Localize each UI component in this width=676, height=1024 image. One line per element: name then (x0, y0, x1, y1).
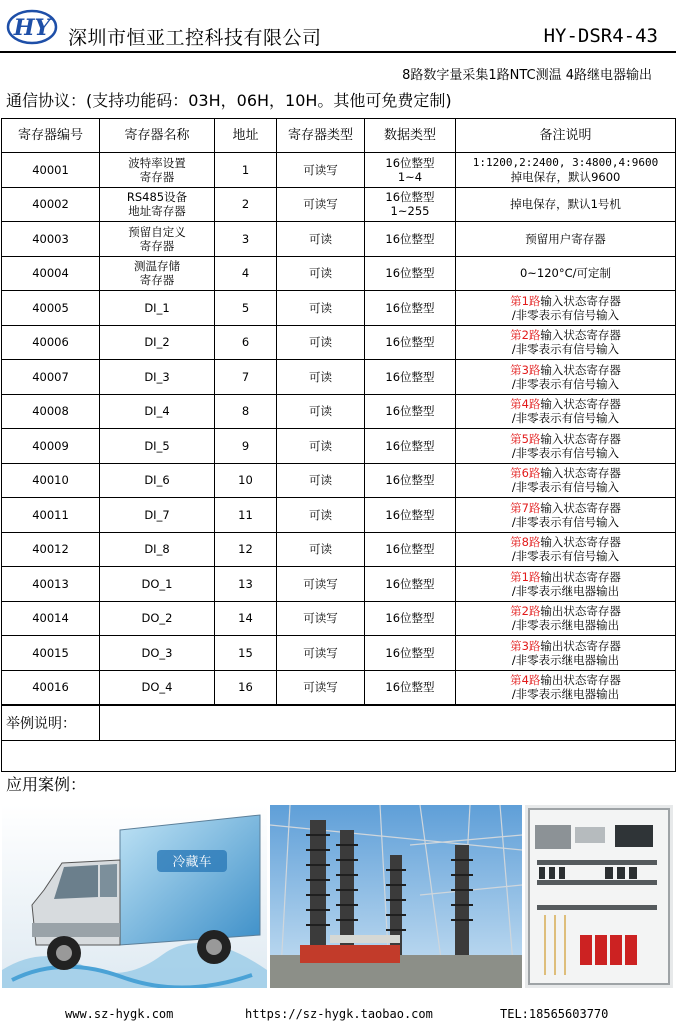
reg-type-text: 可读 (309, 542, 332, 557)
cell-address (215, 636, 277, 671)
cell-reg-number (2, 153, 100, 188)
cell-address (215, 153, 277, 188)
data-type-line-1: 16位整型 (385, 155, 435, 170)
reg-type-text: 可读写 (303, 162, 338, 177)
register-table (1, 118, 676, 705)
reg-name-line-1: DI_3 (144, 369, 170, 384)
cell-reg-type (277, 222, 365, 257)
note-line-2: /非零表示有信号输入 (511, 549, 620, 564)
header-reg-number: 寄存器编号 (2, 119, 100, 153)
note-channel-red: 第4路 (510, 397, 541, 412)
table-row (2, 498, 676, 533)
reg-number-text: 40011 (32, 507, 69, 522)
cell-notes (456, 291, 676, 326)
note-line-1: 0~120°C/可定制 (519, 266, 612, 281)
header-reg-name: 寄存器名称 (100, 119, 215, 153)
cell-notes (456, 187, 676, 222)
note-channel-red: 第1路 (510, 569, 541, 584)
cell-reg-number (2, 429, 100, 464)
note-line-1: 1:1200,2:2400, 3:4800,4:9600 (472, 155, 659, 169)
data-type-line-1: 16位整型 (385, 300, 435, 315)
cell-reg-type (277, 187, 365, 222)
reg-name-line-1: DI_4 (144, 404, 170, 419)
reg-name-line-1: RS485设备 (126, 190, 188, 205)
note-line-1: 输出状态寄存器 (540, 604, 621, 619)
reg-name-line-1: 测温存储 (134, 259, 180, 274)
reg-type-text: 可读写 (303, 680, 338, 695)
data-type-line-1: 16位整型 (385, 231, 435, 246)
reg-name-line-2: 寄存器 (139, 238, 175, 253)
cell-notes (456, 153, 676, 188)
note-line-2: /非零表示有信号输入 (511, 480, 620, 495)
header-reg-type: 寄存器类型 (277, 119, 365, 153)
note-line-1: 输入状态寄存器 (540, 362, 621, 377)
cell-reg-number (2, 670, 100, 705)
reg-number-text: 40014 (32, 611, 69, 626)
cell-data-type (365, 187, 456, 222)
reg-type-text: 可读 (309, 473, 332, 488)
reg-type-text: 可读写 (303, 197, 338, 212)
cell-address (215, 394, 277, 429)
document-header (0, 0, 676, 52)
note-line-1: 输入状态寄存器 (540, 500, 621, 515)
table-row (2, 429, 676, 464)
data-type-line-1: 16位整型 (385, 645, 435, 660)
cell-address (215, 291, 277, 326)
reg-number-text: 40006 (32, 335, 69, 350)
table-row (2, 222, 676, 257)
note-line-2: /非零表示有信号输入 (511, 445, 620, 460)
note-channel-red: 第3路 (510, 362, 541, 377)
cell-reg-type (277, 256, 365, 291)
header-divider (0, 51, 676, 53)
table-row (2, 153, 676, 188)
reg-number-text: 40010 (32, 473, 69, 488)
address-text: 7 (241, 369, 250, 384)
address-text: 14 (238, 611, 253, 626)
data-type-line-1: 16位整型 (385, 473, 435, 488)
cell-notes (456, 567, 676, 602)
reg-name-line-1: 波特率设置 (128, 155, 186, 170)
address-text: 9 (241, 438, 250, 453)
cell-notes (456, 360, 676, 395)
footer-website[interactable]: www.sz-hygk.com (65, 1007, 174, 1021)
reg-number-text: 40001 (32, 162, 69, 177)
note-line-2: /非零表示有信号输入 (511, 514, 620, 529)
table-row (2, 636, 676, 671)
cell-address (215, 325, 277, 360)
cell-notes (456, 222, 676, 257)
cell-notes (456, 256, 676, 291)
header-address: 地址 (215, 119, 277, 153)
cell-reg-number (2, 291, 100, 326)
reg-type-text: 可读写 (303, 611, 338, 626)
cell-reg-number (2, 394, 100, 429)
reg-number-text: 40015 (32, 645, 69, 660)
address-text: 11 (238, 507, 253, 522)
cell-address (215, 670, 277, 705)
data-type-line-1: 16位整型 (385, 369, 435, 384)
table-row (2, 291, 676, 326)
cell-reg-name (100, 325, 215, 360)
example-section (1, 705, 676, 772)
footer-taobao-shop[interactable]: https://sz-hygk.taobao.com (245, 1007, 433, 1021)
note-channel-red: 第1路 (510, 293, 541, 308)
note-line-1: 输出状态寄存器 (540, 673, 621, 688)
truck-sign-text: 冷藏车 (172, 855, 212, 870)
reg-number-text: 40005 (32, 300, 69, 315)
cell-reg-type (277, 498, 365, 533)
cell-reg-name (100, 532, 215, 567)
cell-reg-name (100, 463, 215, 498)
reg-name-line-1: 预留自定义 (128, 224, 186, 239)
protocol-description: 通信协议：(支持功能码：03H，06H，10H。其他可免费定制) (6, 91, 452, 110)
table-row (2, 187, 676, 222)
cell-reg-type (277, 532, 365, 567)
cell-reg-name (100, 360, 215, 395)
data-type-line-1: 16位整型 (385, 335, 435, 350)
company-name: 深圳市恒亚工控科技有限公司 (68, 27, 322, 49)
reg-number-text: 40013 (32, 576, 69, 591)
cell-data-type (365, 153, 456, 188)
reg-type-text: 可读写 (303, 576, 338, 591)
cell-address (215, 429, 277, 464)
note-line-1: 输入状态寄存器 (540, 466, 621, 481)
reg-number-text: 40009 (32, 438, 69, 453)
cell-reg-type (277, 601, 365, 636)
cell-reg-name (100, 567, 215, 602)
reg-name-line-2: 寄存器 (139, 169, 175, 184)
cell-reg-type (277, 636, 365, 671)
table-row (2, 670, 676, 705)
cell-reg-type (277, 670, 365, 705)
reg-name-line-1: DO_2 (141, 611, 173, 626)
cell-reg-number (2, 636, 100, 671)
note-channel-red: 第8路 (510, 535, 541, 550)
note-line-2: /非零表示有信号输入 (511, 411, 620, 426)
data-type-line-1: 16位整型 (385, 404, 435, 419)
cell-notes (456, 463, 676, 498)
address-text: 15 (238, 645, 253, 660)
cell-data-type (365, 567, 456, 602)
cell-reg-type (277, 325, 365, 360)
cell-notes (456, 498, 676, 533)
data-type-line-2: 1~4 (397, 169, 423, 184)
cell-reg-name (100, 222, 215, 257)
note-line-2: /非零表示有信号输入 (511, 307, 620, 322)
cell-reg-name (100, 498, 215, 533)
note-line-1: 预留用户寄存器 (525, 231, 606, 246)
cell-address (215, 498, 277, 533)
data-type-line-1: 16位整型 (385, 611, 435, 626)
cell-notes (456, 532, 676, 567)
example-label: 举例说明： (2, 706, 100, 741)
header-data-type: 数据类型 (365, 119, 456, 153)
address-text: 2 (241, 197, 250, 212)
cell-reg-name (100, 291, 215, 326)
substation-photo (270, 805, 522, 988)
cell-reg-number (2, 187, 100, 222)
cell-data-type (365, 325, 456, 360)
data-type-line-1: 16位整型 (385, 680, 435, 695)
cell-data-type (365, 532, 456, 567)
cell-reg-name (100, 394, 215, 429)
cell-reg-type (277, 153, 365, 188)
header-notes: 备注说明 (456, 119, 676, 153)
cell-address (215, 532, 277, 567)
cell-reg-name (100, 670, 215, 705)
note-line-1: 输入状态寄存器 (540, 293, 621, 308)
note-channel-red: 第2路 (510, 328, 541, 343)
note-line-2: 掉电保存，默认9600 (510, 169, 621, 184)
refrigerated-truck-photo (2, 805, 267, 988)
cell-reg-number (2, 222, 100, 257)
reg-type-text: 可读 (309, 231, 332, 246)
note-line-2: /非零表示继电器输出 (511, 583, 620, 598)
address-text: 1 (241, 162, 250, 177)
model-number: HY-DSR4-43 (543, 25, 658, 47)
table-row (2, 256, 676, 291)
cell-notes (456, 429, 676, 464)
reg-type-text: 可读 (309, 404, 332, 419)
cell-data-type (365, 636, 456, 671)
note-line-1: 输出状态寄存器 (540, 569, 621, 584)
cell-reg-type (277, 429, 365, 464)
note-line-1: 掉电保存，默认1号机 (510, 197, 621, 212)
reg-type-text: 可读 (309, 335, 332, 350)
address-text: 6 (241, 335, 250, 350)
note-line-1: 输入状态寄存器 (540, 397, 621, 412)
cell-reg-name (100, 429, 215, 464)
note-line-2: /非零表示继电器输出 (511, 687, 620, 702)
data-type-line-1: 16位整型 (385, 507, 435, 522)
reg-number-text: 40008 (32, 404, 69, 419)
cell-reg-type (277, 567, 365, 602)
cell-reg-type (277, 463, 365, 498)
cell-reg-number (2, 601, 100, 636)
cell-reg-number (2, 498, 100, 533)
note-channel-red: 第5路 (510, 431, 541, 446)
address-text: 16 (238, 680, 253, 695)
data-type-line-1: 16位整型 (385, 438, 435, 453)
table-row (2, 601, 676, 636)
cell-reg-type (277, 394, 365, 429)
note-line-1: 输入状态寄存器 (540, 431, 621, 446)
address-text: 4 (241, 266, 250, 281)
cell-data-type (365, 256, 456, 291)
cell-address (215, 222, 277, 257)
reg-type-text: 可读 (309, 300, 332, 315)
control-cabinet-photo (525, 805, 673, 988)
note-channel-red: 第6路 (510, 466, 541, 481)
data-type-line-1: 16位整型 (385, 190, 435, 205)
cell-data-type (365, 463, 456, 498)
note-line-2: /非零表示继电器输出 (511, 618, 620, 633)
note-line-2: /非零表示有信号输入 (511, 342, 620, 357)
cell-address (215, 463, 277, 498)
reg-type-text: 可读写 (303, 645, 338, 660)
cell-address (215, 567, 277, 602)
cell-reg-name (100, 187, 215, 222)
cell-reg-number (2, 463, 100, 498)
note-channel-red: 第7路 (510, 500, 541, 515)
data-type-line-1: 16位整型 (385, 542, 435, 557)
note-line-1: 输入状态寄存器 (540, 535, 621, 550)
address-text: 5 (241, 300, 250, 315)
reg-type-text: 可读 (309, 438, 332, 453)
cell-notes (456, 325, 676, 360)
address-text: 3 (241, 231, 250, 246)
reg-name-line-1: DI_2 (144, 335, 170, 350)
cell-reg-number (2, 325, 100, 360)
cell-data-type (365, 360, 456, 395)
reg-number-text: 40003 (32, 231, 69, 246)
reg-name-line-2: 寄存器 (139, 273, 175, 288)
note-channel-red: 第4路 (510, 673, 541, 688)
reg-number-text: 40012 (32, 542, 69, 557)
data-type-line-1: 16位整型 (385, 576, 435, 591)
data-type-line-1: 16位整型 (385, 266, 435, 281)
logo-text: HY (13, 15, 51, 41)
example-content (100, 706, 676, 741)
cell-reg-type (277, 291, 365, 326)
reg-type-text: 可读 (309, 369, 332, 384)
reg-number-text: 40007 (32, 369, 69, 384)
reg-name-line-1: DO_1 (141, 576, 173, 591)
cell-address (215, 256, 277, 291)
cell-data-type (365, 429, 456, 464)
cell-notes (456, 601, 676, 636)
cell-reg-name (100, 153, 215, 188)
reg-number-text: 40016 (32, 680, 69, 695)
cell-data-type (365, 670, 456, 705)
reg-number-text: 40004 (32, 266, 69, 281)
note-line-1: 输入状态寄存器 (540, 328, 621, 343)
address-text: 10 (238, 473, 253, 488)
cell-reg-name (100, 256, 215, 291)
reg-number-text: 40002 (32, 197, 69, 212)
address-text: 13 (238, 576, 253, 591)
reg-name-line-1: DI_6 (144, 473, 170, 488)
reg-name-line-1: DO_4 (141, 680, 173, 695)
reg-type-text: 可读 (309, 507, 332, 522)
reg-name-line-1: DI_5 (144, 438, 170, 453)
cell-data-type (365, 601, 456, 636)
cell-data-type (365, 291, 456, 326)
example-extra-row (2, 741, 676, 772)
cell-address (215, 601, 277, 636)
cell-reg-name (100, 601, 215, 636)
cell-notes (456, 636, 676, 671)
note-line-2: /非零表示有信号输入 (511, 376, 620, 391)
table-header-row (2, 119, 676, 153)
data-type-line-2: 1~255 (390, 204, 430, 219)
cell-reg-name (100, 636, 215, 671)
cell-notes (456, 394, 676, 429)
cell-reg-number (2, 256, 100, 291)
reg-name-line-1: DI_1 (144, 300, 170, 315)
note-line-1: 输出状态寄存器 (540, 638, 621, 653)
reg-name-line-1: DO_3 (141, 645, 173, 660)
table-row (2, 394, 676, 429)
cell-reg-number (2, 567, 100, 602)
address-text: 12 (238, 542, 253, 557)
reg-type-text: 可读 (309, 266, 332, 281)
cell-reg-number (2, 360, 100, 395)
footer-telephone: TEL:18565603770 (500, 1007, 609, 1021)
note-line-2: /非零表示继电器输出 (511, 652, 620, 667)
cell-data-type (365, 394, 456, 429)
note-channel-red: 第3路 (510, 638, 541, 653)
table-row (2, 463, 676, 498)
note-channel-red: 第2路 (510, 604, 541, 619)
table-row (2, 567, 676, 602)
table-row (2, 532, 676, 567)
company-logo (6, 8, 58, 46)
reg-name-line-2: 地址寄存器 (128, 204, 186, 219)
table-row (2, 325, 676, 360)
cell-data-type (365, 222, 456, 257)
cell-data-type (365, 498, 456, 533)
table-row (2, 360, 676, 395)
product-subtitle: 8路数字量采集1路NTC测温 4路继电器输出 (402, 68, 652, 83)
cell-reg-type (277, 360, 365, 395)
cell-address (215, 360, 277, 395)
reg-name-line-1: DI_8 (144, 542, 170, 557)
cell-notes (456, 670, 676, 705)
application-cases-label: 应用案例： (6, 775, 87, 794)
address-text: 8 (241, 404, 250, 419)
reg-name-line-1: DI_7 (144, 507, 170, 522)
cell-address (215, 187, 277, 222)
cell-reg-number (2, 532, 100, 567)
